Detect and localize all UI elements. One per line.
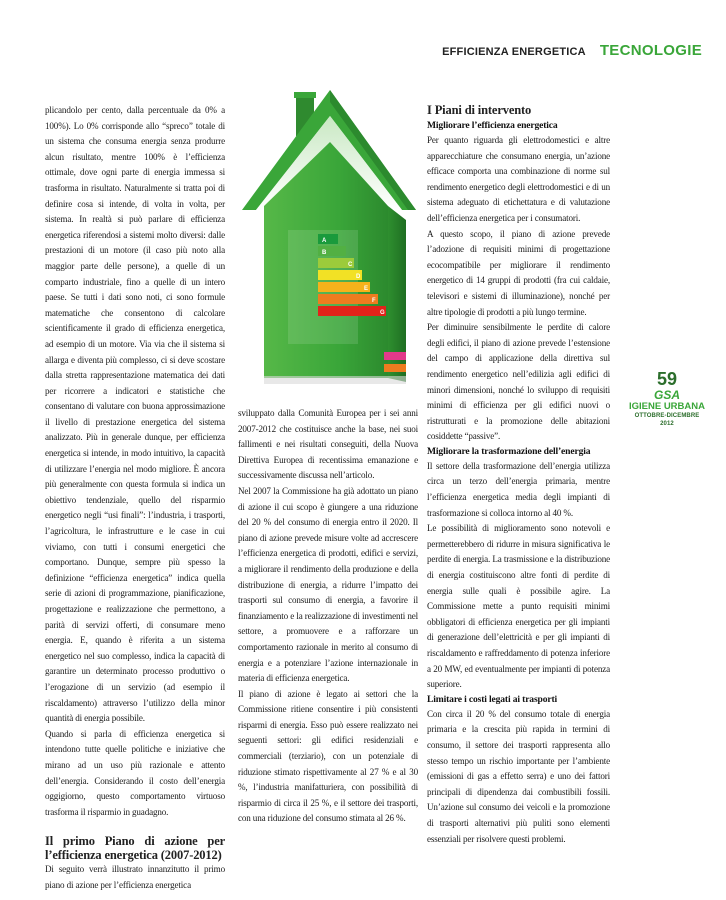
bar-a <box>318 234 338 244</box>
col1-paragraph-1: plicandolo per cento, dalla percentuale da 0% a 100%). Lo 0% corrisponde allo “spreco” totale di un sistema che consuma energia senza produrre alcun risultato, mentre 100% è l’efficienza ottimale, dove ogni parte di energia immessa si trasforma in risultato. Naturalmente si tratta poi di definire cosa si intende, di volta in volta, per sistema. In realtà si può parlare di efficienza energetica riferendosi a sistemi molto diversi: dalle prestazioni di un motore (il caso più noto alla maggior parte delle persone), a quelle di un comparto industriale, fino a quelle di un intero paese. Se tutti i dati sono noti, ci sono formule matematiche che consentono di calcolare scientificamente il grado di efficienza energetica, ad esempio di un motore. Via via che il sistema si allarga e diventa più complesso, ci si deve scostare dalla stretta rappresentazione matematica dei dati per ricorrere a indicatori e statistiche che consentano di valutare con buona approssimazione il livello di prestazione energetica del sistema analizzato. Più in generale dunque, per efficienza energetica si intende, in modo intuitivo, la capacità di utilizzare l’energia nel modo migliore. È ancora più generalmente con questa formula si indica un obiettivo tendenziale, quello del risparmio energetico negli “usi finali”: l’industria, i trasporti, l’agricoltura, le infrastrutture e le case in cui viviamo, con tutti i consumi energetici che comportano. Dunque, sempre più spesso la definizione “efficienza energetica” indica quella serie di azioni di programmazione, pianificazione, progettazione e realizzazione che permettono, a parità di servizi offerti, di consumare meno energia. E, quando è riferita a un sistema energetico nel suo complesso, indica la capacità di garantire un determinato processo produttivo o l’erogazione di un servizio (ad esempio il riscaldamento) attraverso l’utilizzo della minor quantità di energia possibile. <box>45 105 225 724</box>
running-header <box>442 42 702 60</box>
section-title: EFFICIENZA ENERGETICA <box>442 46 586 58</box>
col3-paragraph-2: A questo scopo, il piano di azione prevede l’adozione di requisiti minimi di progettazione ecocompatibile per migliorare il rendimento energetico di 14 gruppi di prodotti (fra cui caldaie, televisori e sistemi di illuminazione), nonché per altre tipologie di prodotti a più lungo termine. <box>427 228 610 317</box>
col3-subheading-2: Migliorare la trasformazione dell’energia <box>427 445 591 457</box>
brand-logo: GSA <box>653 388 680 402</box>
page-number: 59 <box>656 369 678 389</box>
col2-paragraph-2: Nel 2007 la Commissione ha già adottato un piano di azione il cui scopo è giungere a una riduzione del 20 % del consumo di energia entro il 2020. Il piano di azione prevede misure volte ad accrescere l’efficienza energetica di prodotti, edifici e servizi, a migliorare il rendimento della produzione e della distribuzione di energia, a ridurre l’impatto dei trasporti sul consumo di energia, a favorire il finanziamento e la realizzazione di investimenti nel settore, a promuovere e a rafforzare un comportamento razionale in merito al consumo di energia e a potenziare l’azione internazionale in materia di efficienza energetica. <box>238 485 418 684</box>
bar-b-label: B <box>322 250 327 256</box>
section-tag: TECNOLOGIE <box>599 42 702 59</box>
col1-heading: Il primo Piano di azione per l’efficienza energetica (2007-2012) <box>45 834 225 863</box>
col3-paragraph-5: Le possibilità di miglioramento sono notevoli e permetterebbero di ridurre in misura significativa le perdite di energia. La trasmissione e la distribuzione di energia costituiscono altre fonti di perdite di energia sulle quali è possibile agire. La Commissione mette a punto requisiti minimi obbligatori di efficienza energetica per gli impianti di generazione dell’elettricità e per gli impianti di riscaldamento e raffreddamento di potenza inferiore a 20 MW, ed eventualmente per impianti di potenza superiore. <box>427 523 610 690</box>
col3-subheading-3: Limitare i costi legati ai trasporti <box>427 693 558 705</box>
bar-g <box>318 306 386 316</box>
bar-f-label: F <box>372 298 376 304</box>
bar-g-label: G <box>380 310 385 316</box>
column-3 <box>427 103 610 847</box>
bar-e-label: E <box>364 286 369 292</box>
bar-c-label: C <box>348 262 353 268</box>
col3-paragraph-3: Per diminuire sensibilmente le perdite di calore degli edifici, il piano di azione prevede l’estensione del campo di applicazione della direttiva sul rendimento energetico nell’edilizia agli edifici di minori dimensioni, nonché lo sviluppo di requisiti minimi di efficienza per gli edifici nuovi o ristrutturati e la promozione delle abitazioni cosiddette “passive”. <box>427 322 610 442</box>
energy-house-illustration <box>238 82 418 394</box>
col1-paragraph-3: Di seguito verrà illustrato innanzitutto il primo piano di azione per l’efficienza energetica <box>45 864 225 890</box>
col3-paragraph-4: Il settore della trasformazione dell’energia utilizza circa un terzo dell’energia primaria, mentre l’efficienza energetica media degli impianti di trasformazione si colloca intorno al 40 %. <box>427 460 610 518</box>
col2-paragraph-1: sviluppato dalla Comunità Europea per i sei anni 2007-2012 che costituisce anche la base, nei suoi fallimenti e nei risultati conseguiti, della Nuova Direttiva Europea di recentissima emanazione e successivamente discussa nell’articolo. <box>238 408 418 481</box>
bar-a-label: A <box>322 238 327 244</box>
col3-paragraph-1: Per quanto riguarda gli elettrodomestici e altre apparecchiature che consumano energia, un’azione efficace comporta una combinazione di norme sul rendimento energetico degli elettrodomestici e di un sistema adeguato di etichettatura e di valutazione dell’efficienza energetica per i consumatori. <box>427 135 610 223</box>
bar-f <box>318 294 378 304</box>
col3-paragraph-6: Con circa il 20 % del consumo totale di energia primaria e la crescita più rapida in termini di consumo, il settore dei trasporti rappresenta allo stesso tempo un rischio importante per l’ambiente (emissioni di gas a effetto serra) e uno dei fattori principali di dipendenza dai combustibili fossili. Un’azione sul consumo dei veicoli e la promozione di trasporti alternativi più puliti sono elementi essenziali per risolvere questi problemi. <box>427 708 610 844</box>
column-2 <box>238 406 418 827</box>
col3-heading: I Piani di intervento <box>427 103 532 117</box>
bar-e <box>318 282 370 292</box>
magazine-name: IGIENE URBANA <box>628 401 705 412</box>
bar-d-label: D <box>356 274 361 280</box>
col2-paragraph-3: Il piano di azione è legato ai settori che la Commissione ritiene consentire i più consistenti risparmi di energia. Esso può essere realizzato nei seguenti settori: gli edifici residenziali e commerciali (terziario), con un potenziale di riduzione stimato rispettivamente al 27 % e al 30 %, l’industria manifatturiera, con possibilità di risparmio di circa il 25 %, e il settore dei trasporti, con una riduzione del consumo stimata al 26 %. <box>238 688 418 824</box>
column-1 <box>45 103 225 894</box>
col3-subheading-1: Migliorare l’efficienza energetica <box>427 120 558 131</box>
magazine-logo <box>627 370 707 428</box>
issue-date: OTTOBRE-DICEMBRE 2012 <box>634 413 700 427</box>
col1-paragraph-2: Quando si parla di efficienza energetica si intendono tutte quelle politiche e iniziative che mirano ad un uso più razionale e attento dell’energia. Considerando il costo dell’energia oggigiorno, questo comportamento virtuoso trasforma il risparmio in guadagno. <box>45 728 225 817</box>
